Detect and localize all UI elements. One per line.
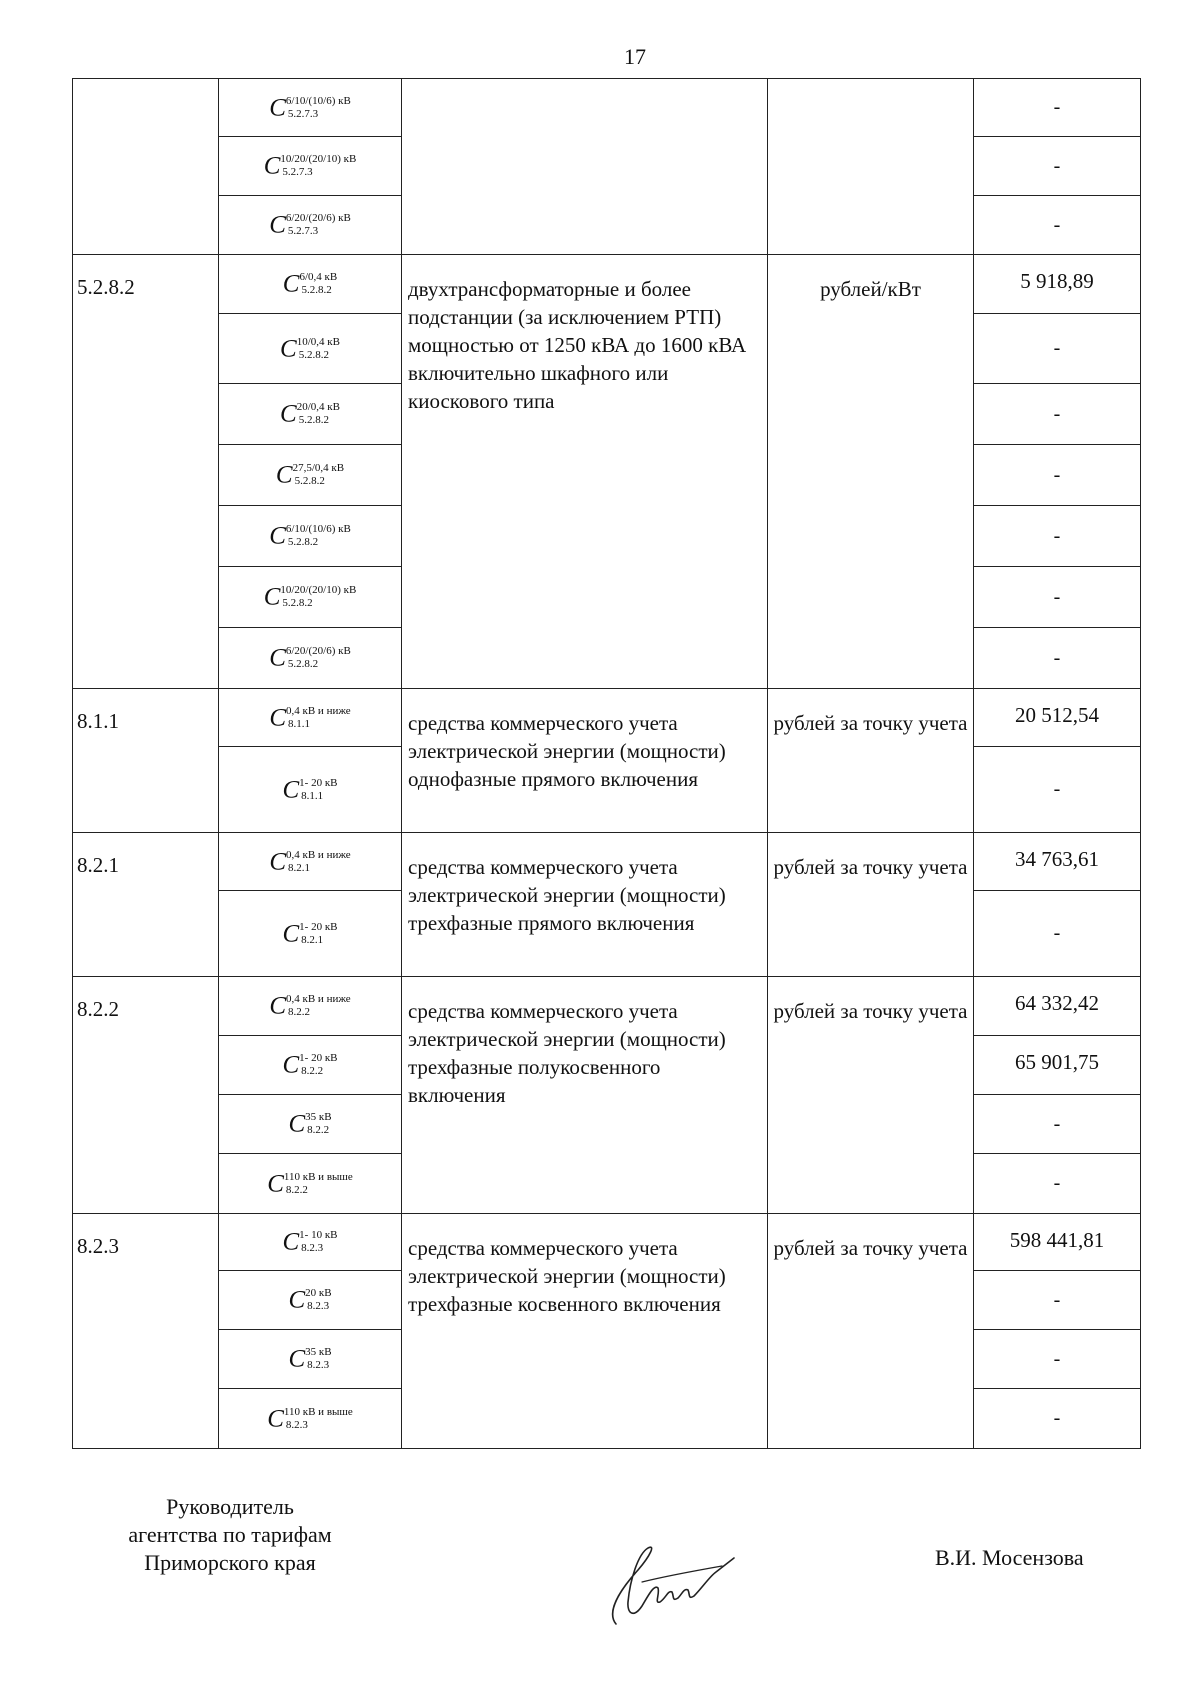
tariff-symbol: C 35 кВ 8.2.3 [219, 1330, 402, 1389]
rate-value: - [974, 79, 1141, 137]
item-code-cell: 8.2.2 [73, 977, 219, 1214]
tariff-symbol: C 6/20/(20/6) кВ 5.2.7.3 [219, 196, 402, 255]
tariff-symbol: C 6/10/(10/6) кВ 5.2.8.2 [219, 506, 402, 567]
item-code-cell [73, 79, 219, 255]
rate-value: - [974, 384, 1141, 445]
signer-name: В.И. Мосензова [935, 1545, 1084, 1570]
rate-value: - [974, 567, 1141, 628]
tariff-symbol: C 10/20/(20/10) кВ 5.2.7.3 [219, 137, 402, 196]
rate-value: - [974, 1330, 1141, 1389]
unit-cell: рублей/кВт [768, 255, 974, 689]
tariff-table [72, 78, 1141, 1449]
item-code-cell: 8.1.1 [73, 689, 219, 833]
unit-cell: рублей за точку учета [768, 977, 974, 1214]
item-description: средства коммерческого учета электрической энергии (мощности) трехфазные полукосвенного включения [402, 977, 768, 1214]
rate-value: - [974, 445, 1141, 506]
tariff-symbol: C 27,5/0,4 кВ 5.2.8.2 [219, 445, 402, 506]
tariff-symbol: C 0,4 кВ и ниже 8.1.1 [219, 689, 402, 747]
tariff-symbol: C 35 кВ 8.2.2 [219, 1095, 402, 1154]
item-description: средства коммерческого учета электрической энергии (мощности) однофазные прямого включения [402, 689, 768, 833]
rate-value: 65 901,75 [974, 1036, 1141, 1095]
rate-value: - [974, 314, 1141, 384]
rate-value: 20 512,54 [974, 689, 1141, 747]
rate-value: - [974, 1154, 1141, 1214]
rate-value: - [974, 196, 1141, 255]
rate-value: - [974, 137, 1141, 196]
tariff-symbol: C 20 кВ 8.2.3 [219, 1271, 402, 1330]
item-description: средства коммерческого учета электрической энергии (мощности) трехфазные прямого включения [402, 833, 768, 977]
tariff-symbol: C 1- 20 кВ 8.2.2 [219, 1036, 402, 1095]
rate-value: - [974, 747, 1141, 833]
unit-cell: рублей за точку учета [768, 833, 974, 977]
rate-value: 598 441,81 [974, 1214, 1141, 1271]
position-line: Руководитель [166, 1494, 294, 1519]
rate-value: - [974, 1095, 1141, 1154]
item-code-cell: 5.2.8.2 [73, 255, 219, 689]
position-line: Приморского края [144, 1550, 316, 1575]
tariff-symbol: C 10/20/(20/10) кВ 5.2.8.2 [219, 567, 402, 628]
unit-cell [768, 79, 974, 255]
rate-value: 34 763,61 [974, 833, 1141, 891]
rate-value: - [974, 891, 1141, 977]
unit-cell: рублей за точку учета [768, 689, 974, 833]
tariff-symbol: C 0,4 кВ и ниже 8.2.1 [219, 833, 402, 891]
item-description: средства коммерческого учета электрической энергии (мощности) трехфазные косвенного включения [402, 1214, 768, 1449]
handwritten-signature [598, 1532, 738, 1632]
tariff-symbol: C 0,4 кВ и ниже 8.2.2 [219, 977, 402, 1036]
position-line: агентства по тарифам [128, 1522, 332, 1547]
rate-value: - [974, 1389, 1141, 1449]
rate-value: - [974, 1271, 1141, 1330]
tariff-symbol: C 110 кВ и выше 8.2.3 [219, 1389, 402, 1449]
tariff-symbol: C 110 кВ и выше 8.2.2 [219, 1154, 402, 1214]
tariff-symbol: C 20/0,4 кВ 5.2.8.2 [219, 384, 402, 445]
unit-cell: рублей за точку учета [768, 1214, 974, 1449]
rate-value: - [974, 628, 1141, 689]
tariff-symbol: C 6/0,4 кВ 5.2.8.2 [219, 255, 402, 314]
rate-value: 5 918,89 [974, 255, 1141, 314]
signatory-position [110, 1493, 350, 1577]
item-code-cell: 8.2.3 [73, 1214, 219, 1449]
item-description [402, 79, 768, 255]
tariff-symbol: C 10/0,4 кВ 5.2.8.2 [219, 314, 402, 384]
tariff-symbol: C 1- 20 кВ 8.2.1 [219, 891, 402, 977]
rate-value: 64 332,42 [974, 977, 1141, 1036]
rate-value: - [974, 506, 1141, 567]
tariff-symbol: C 1- 20 кВ 8.1.1 [219, 747, 402, 833]
tariff-symbol: C 1- 10 кВ 8.2.3 [219, 1214, 402, 1271]
tariff-symbol: C 6/20/(20/6) кВ 5.2.8.2 [219, 628, 402, 689]
item-description: двухтрансформаторные и более подстанции (за исключением РТП) мощностью от 1250 кВА до 1600 кВА включительно шкафного или киоскового типа [402, 255, 768, 689]
item-code-cell: 8.2.1 [73, 833, 219, 977]
tariff-symbol: C 6/10/(10/6) кВ 5.2.7.3 [219, 79, 402, 137]
page-number: 17 [624, 44, 646, 69]
